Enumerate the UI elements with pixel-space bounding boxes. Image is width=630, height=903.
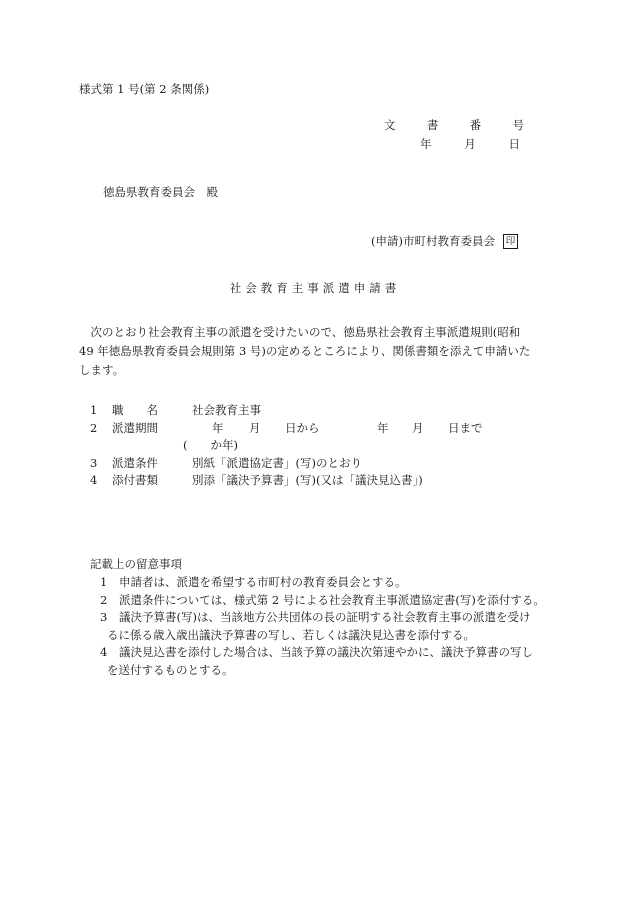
addressee: 徳島県教育委員会 殿 <box>103 185 218 199</box>
date-line <box>420 136 520 152</box>
body-line: します。 <box>79 363 125 377</box>
note-continuation <box>100 627 560 645</box>
notes-heading: 記載上の留意事項 <box>90 557 182 571</box>
body-line: 49 年徳島県教育委員会規則第 3 号)の定めるところにより、関係書類を添えて申請いた <box>79 344 531 358</box>
body-line: 次のとおり社会教育主事の派遣を受けたいので、徳島県社会教育主事派遣規則(昭和 <box>90 325 521 339</box>
note-item <box>100 574 560 592</box>
item-row <box>90 472 423 490</box>
date-month: 月 <box>464 137 476 151</box>
note-text: るに係る歳入歳出議決予算書の写し、若しくは議決見込書を添付する。 <box>107 627 475 642</box>
period-end-month: 月 <box>412 420 424 435</box>
date-year: 年 <box>420 137 432 151</box>
item-list <box>90 402 483 490</box>
item-value: 社会教育主事 <box>192 403 261 417</box>
notes-list <box>100 574 560 679</box>
docnum-char: 番 <box>469 118 482 132</box>
note-item <box>100 644 560 662</box>
note-item <box>100 609 560 627</box>
note-number: 3 <box>100 610 108 624</box>
item-label: 派遣条件 <box>112 455 158 470</box>
item-row <box>90 420 483 438</box>
docnum-char: 号 <box>512 118 524 132</box>
period-end-year: 年 <box>377 420 389 435</box>
note-item <box>100 592 560 610</box>
date-day: 日 <box>508 137 520 151</box>
document-title: 社会教育主事派遣申請書 <box>229 281 401 295</box>
applicant-name: (申請)市町村教育委員会 <box>371 234 495 248</box>
note-number: 4 <box>100 645 108 659</box>
item-label: 派遣期間 <box>112 420 158 435</box>
item-number: 4 <box>90 473 98 487</box>
item-number: 2 <box>90 420 98 435</box>
item-number: 3 <box>90 455 98 470</box>
note-text: 派遣条件については、様式第 2 号による社会教育主事派遣協定書(写)を添付する。 <box>119 592 545 607</box>
item-row <box>90 455 423 473</box>
period-start-month: 月 <box>249 420 261 435</box>
note-text: 議決見込書を添付した場合は、当該予算の議決次第速やかに、議決予算書の写し <box>119 645 533 659</box>
item-row <box>90 402 423 420</box>
note-text: 議決予算書(写)は、当該地方公共団体の長の証明する社会教育主事の派遣を受け <box>119 610 531 624</box>
note-text: 申請者は、派遣を希望する市町村の教育委員会とする。 <box>119 575 407 589</box>
docnum-char: 書 <box>426 118 439 132</box>
note-number: 2 <box>100 592 108 607</box>
body-paragraph <box>79 323 555 380</box>
document-number-label <box>384 117 524 133</box>
item-label: 職 名 <box>112 403 158 417</box>
item-value: 別添「議決予算書」(写)(又は「議決見込書」) <box>192 473 423 487</box>
item-label: 添付書類 <box>112 473 158 487</box>
applicant-line <box>371 233 518 249</box>
note-continuation <box>100 662 560 680</box>
period-years: ( か年) <box>183 438 238 452</box>
item-value: 別紙「派遣協定書」(写)のとおり <box>192 455 362 470</box>
period-start-day: 日から <box>285 420 320 435</box>
period-start-year: 年 <box>212 420 224 435</box>
item-number: 1 <box>90 403 98 417</box>
period-end-day: 日まで <box>448 420 483 435</box>
form-number: 様式第 1 号(第 2 条関係) <box>79 82 210 96</box>
note-number: 1 <box>100 575 108 589</box>
seal-mark: 印 <box>503 234 518 249</box>
item-row <box>90 437 423 455</box>
note-text: を送付するものとする。 <box>107 662 234 677</box>
docnum-char: 文 <box>384 118 396 132</box>
